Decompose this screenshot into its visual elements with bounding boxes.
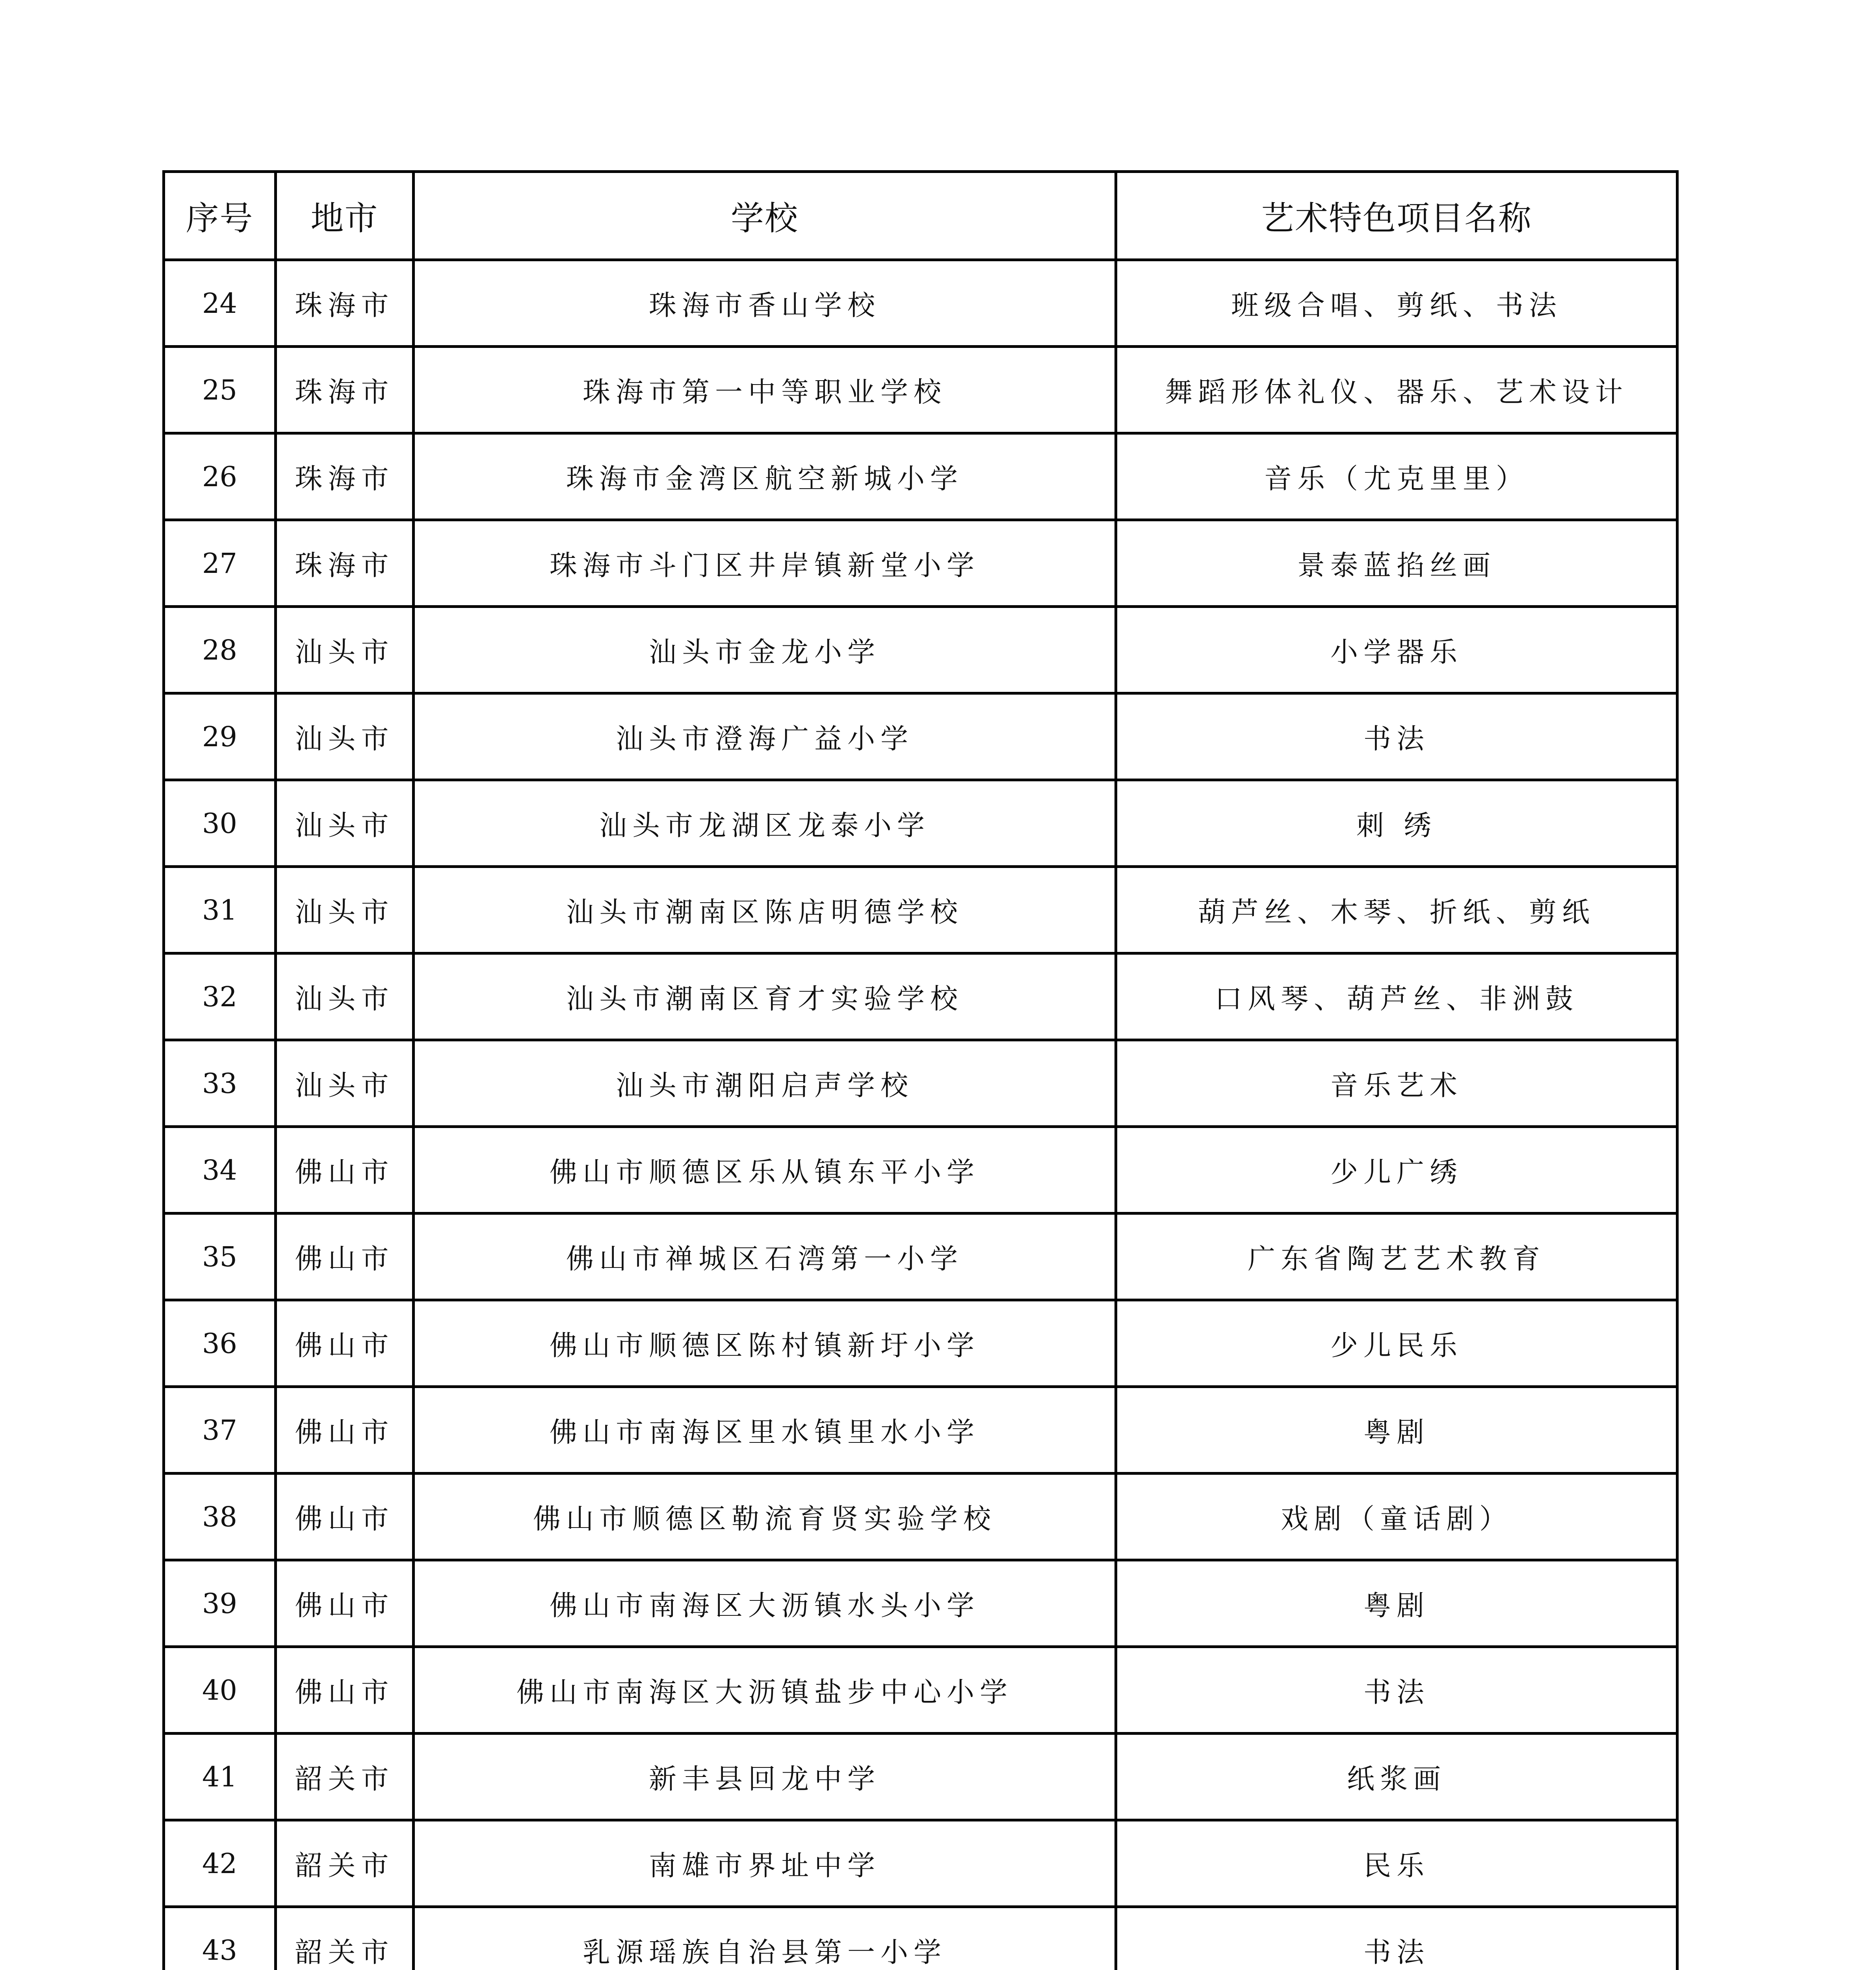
cell-no: 24 [164,260,276,347]
cell-no: 25 [164,347,276,433]
header-city: 地市 [276,172,414,260]
cell-school: 汕头市金龙小学 [414,607,1116,693]
table-row [164,1214,1677,1300]
cell-project: 口风琴、葫芦丝、非洲鼓 [1116,953,1677,1040]
table-row [164,1647,1677,1734]
cell-city: 佛山市 [276,1474,414,1560]
table-row [164,1560,1677,1647]
table-row [164,1387,1677,1474]
cell-no: 37 [164,1387,276,1474]
table-row [164,260,1677,347]
cell-no: 27 [164,520,276,607]
cell-city: 汕头市 [276,607,414,693]
cell-no: 29 [164,693,276,780]
table-row [164,1300,1677,1387]
cell-school: 佛山市禅城区石湾第一小学 [414,1214,1116,1300]
cell-project: 少儿民乐 [1116,1300,1677,1387]
cell-project: 班级合唱、剪纸、书法 [1116,260,1677,347]
cell-no: 42 [164,1820,276,1907]
cell-city: 佛山市 [276,1214,414,1300]
cell-city: 珠海市 [276,347,414,433]
cell-school: 佛山市南海区里水镇里水小学 [414,1387,1116,1474]
cell-no: 30 [164,780,276,867]
table-row [164,953,1677,1040]
cell-project: 广东省陶艺艺术教育 [1116,1214,1677,1300]
table-row [164,1127,1677,1214]
cell-no: 34 [164,1127,276,1214]
cell-no: 28 [164,607,276,693]
cell-school: 汕头市澄海广益小学 [414,693,1116,780]
cell-city: 佛山市 [276,1560,414,1647]
cell-city: 珠海市 [276,260,414,347]
cell-project: 书法 [1116,1647,1677,1734]
cell-school: 珠海市金湾区航空新城小学 [414,433,1116,520]
art-schools-table [162,170,1679,1970]
table-row [164,1907,1677,1970]
cell-project: 粤剧 [1116,1560,1677,1647]
cell-school: 南雄市界址中学 [414,1820,1116,1907]
cell-school: 汕头市潮南区陈店明德学校 [414,867,1116,953]
cell-city: 珠海市 [276,520,414,607]
header-row [164,172,1677,260]
cell-project: 书法 [1116,693,1677,780]
table-row [164,693,1677,780]
cell-project: 书法 [1116,1907,1677,1970]
cell-project: 景泰蓝掐丝画 [1116,520,1677,607]
cell-city: 韶关市 [276,1907,414,1970]
cell-school: 汕头市潮阳启声学校 [414,1040,1116,1127]
cell-city: 佛山市 [276,1647,414,1734]
cell-no: 43 [164,1907,276,1970]
cell-school: 佛山市顺德区乐从镇东平小学 [414,1127,1116,1214]
cell-city: 韶关市 [276,1820,414,1907]
cell-city: 汕头市 [276,953,414,1040]
table-row [164,1820,1677,1907]
cell-school: 佛山市南海区大沥镇水头小学 [414,1560,1116,1647]
cell-city: 汕头市 [276,1040,414,1127]
header-school: 学校 [414,172,1116,260]
cell-city: 汕头市 [276,867,414,953]
table-row [164,1040,1677,1127]
table-row [164,1734,1677,1820]
cell-school: 珠海市香山学校 [414,260,1116,347]
table-row [164,607,1677,693]
cell-project: 刺 绣 [1116,780,1677,867]
cell-school: 汕头市龙湖区龙泰小学 [414,780,1116,867]
table-row [164,520,1677,607]
cell-city: 韶关市 [276,1734,414,1820]
header-no: 序号 [164,172,276,260]
cell-project: 音乐艺术 [1116,1040,1677,1127]
cell-project: 纸浆画 [1116,1734,1677,1820]
cell-school: 新丰县回龙中学 [414,1734,1116,1820]
cell-school: 佛山市顺德区陈村镇新圩小学 [414,1300,1116,1387]
cell-city: 佛山市 [276,1127,414,1214]
cell-no: 31 [164,867,276,953]
cell-school: 佛山市顺德区勒流育贤实验学校 [414,1474,1116,1560]
cell-city: 佛山市 [276,1387,414,1474]
cell-project: 葫芦丝、木琴、折纸、剪纸 [1116,867,1677,953]
cell-city: 汕头市 [276,693,414,780]
cell-city: 佛山市 [276,1300,414,1387]
table-row [164,1474,1677,1560]
table-row [164,347,1677,433]
cell-project: 舞蹈形体礼仪、器乐、艺术设计 [1116,347,1677,433]
cell-project: 粤剧 [1116,1387,1677,1474]
cell-project: 少儿广绣 [1116,1127,1677,1214]
cell-school: 汕头市潮南区育才实验学校 [414,953,1116,1040]
cell-no: 39 [164,1560,276,1647]
table-row [164,780,1677,867]
cell-school: 佛山市南海区大沥镇盐步中心小学 [414,1647,1116,1734]
cell-city: 珠海市 [276,433,414,520]
cell-project: 音乐（尤克里里） [1116,433,1677,520]
cell-no: 40 [164,1647,276,1734]
cell-no: 35 [164,1214,276,1300]
cell-no: 32 [164,953,276,1040]
table-body [164,260,1677,1970]
cell-no: 26 [164,433,276,520]
cell-school: 珠海市斗门区井岸镇新堂小学 [414,520,1116,607]
cell-school: 珠海市第一中等职业学校 [414,347,1116,433]
cell-no: 36 [164,1300,276,1387]
cell-project: 戏剧（童话剧） [1116,1474,1677,1560]
cell-no: 41 [164,1734,276,1820]
header-project: 艺术特色项目名称 [1116,172,1677,260]
cell-project: 小学器乐 [1116,607,1677,693]
cell-no: 38 [164,1474,276,1560]
cell-city: 汕头市 [276,780,414,867]
table-row [164,433,1677,520]
cell-school: 乳源瑶族自治县第一小学 [414,1907,1116,1970]
table-header [164,172,1677,260]
cell-no: 33 [164,1040,276,1127]
table-row [164,867,1677,953]
cell-project: 民乐 [1116,1820,1677,1907]
